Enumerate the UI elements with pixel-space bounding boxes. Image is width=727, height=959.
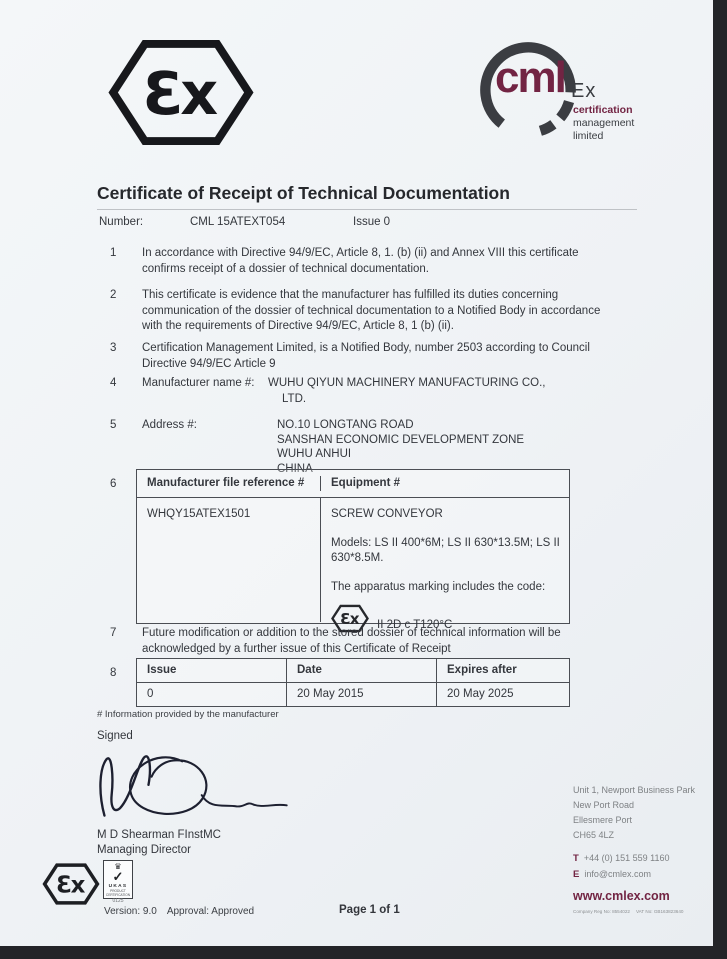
issue-table: [136, 658, 570, 707]
phone-label: T: [573, 853, 579, 864]
manufacturer-footnote: # Information provided by the manufacturer: [97, 709, 279, 720]
email-label: E: [573, 868, 580, 880]
signed-label: Signed: [97, 730, 133, 742]
equipment-models: Models: LS II 400*6M; LS II 630*13.5M; LS II 630*8.5M.: [331, 536, 560, 564]
cml-tagline-management: management: [573, 117, 635, 129]
company-registration-line: [573, 909, 713, 914]
ukas-check-icon: ✓: [112, 869, 124, 884]
column-header-date: Date: [287, 659, 437, 682]
equipment-name: SCREW CONVEYOR: [331, 508, 443, 520]
page-indicator: Page 1 of 1: [339, 904, 400, 916]
ex-mark-text: Ɛx: [56, 872, 85, 899]
ex-mark-text: Ɛx: [142, 58, 215, 128]
title-divider: [97, 209, 637, 210]
equipment-cell: [321, 498, 569, 631]
cml-tagline-certification: certification: [573, 104, 633, 116]
clause-1-text: In accordance with Directive 94/9/EC, Article 8, 1. (b) (ii) and Annex VIII this certificate confirms receipt of a dossier of technical documentation.: [142, 247, 579, 275]
phone-row: [573, 851, 713, 867]
cml-logo-ex: Ex: [571, 80, 597, 102]
ukas-crown-icon: ♛: [114, 862, 122, 871]
version-approval-line: [104, 906, 264, 917]
column-header-expires: Expires after: [447, 663, 517, 676]
address-label: Address #:: [142, 419, 197, 431]
cml-logo-tagline: [573, 104, 634, 143]
clause-7-text: Future modification or addition to the stored dossier of technical information will be acknowledged by a further issue of this Certificate of Receipt: [142, 627, 561, 655]
clause-3-number: 3: [110, 342, 117, 354]
clause-4-number: 4: [110, 377, 117, 389]
issuer-address-line: CH65 4LZ: [573, 830, 615, 840]
signatory-name: M D Shearman FInstMC: [97, 829, 221, 841]
company-reg-number: Company Reg No: 8554022: [573, 909, 630, 914]
issuer-address-line: New Port Road: [573, 800, 635, 810]
column-header-equipment: Equipment #: [331, 476, 401, 489]
issuer-contact-block: [573, 783, 713, 914]
ex-hexagon-icon: [42, 862, 100, 906]
cml-logo-word: cml: [495, 53, 565, 102]
vat-number: VAT No: GB163823640: [635, 909, 684, 914]
ex-hexagon-icon: [106, 36, 256, 149]
issue-table-row: [137, 683, 569, 706]
issue-number: Issue 0: [353, 216, 391, 228]
equipment-table-header: [137, 470, 569, 498]
manufacturer-name-line2: LTD.: [282, 392, 307, 405]
email-row: [573, 867, 713, 883]
issue-value: 0: [137, 683, 287, 706]
expires-value: 20 May 2025: [447, 687, 514, 700]
column-header-file-reference: Manufacturer file reference #: [137, 476, 321, 492]
issue-table-header: [137, 659, 569, 683]
address-line: NO.10 LONGTANG ROAD: [277, 419, 414, 431]
cml-tagline-limited: limited: [573, 130, 604, 142]
ex-mark-text: Ɛx: [340, 610, 359, 629]
signatory-role: Managing Director: [97, 844, 191, 856]
clause-6-number: 6: [110, 478, 117, 490]
file-reference-value: WHQY15ATEX1501: [137, 498, 321, 622]
equipment-table-row: [137, 498, 569, 631]
manufacturer-name-label: Manufacturer name #:: [142, 377, 255, 389]
issuer-address-line: Ellesmere Port: [573, 815, 633, 825]
clause-1-number: 1: [110, 247, 117, 259]
website-url: www.cmlex.com: [573, 889, 670, 903]
address-line: SANSHAN ECONOMIC DEVELOPMENT ZONE: [277, 433, 525, 446]
ukas-number: 0125: [112, 898, 124, 904]
issuer-address-line: Unit 1, Newport Business Park: [573, 785, 696, 795]
certificate-number: CML 15ATEXT054: [190, 216, 286, 228]
email-address: info@cmlex.com: [584, 868, 651, 879]
clause-7-number: 7: [110, 627, 117, 639]
phone-number: +44 (0) 151 559 1160: [583, 853, 670, 863]
approval-text: Approval: Approved: [166, 906, 255, 917]
equipment-table: [136, 469, 570, 631]
issuer-address: [573, 783, 713, 843]
address-line: WUHU ANHUI: [277, 448, 352, 461]
clause-2-text: This certificate is evidence that the manufacturer has fulfilled its duties concerning communication of the dossier of technical documentation to a Notified Body in accordance with the requirements of Directive 94/9/EC, Article 8, 1 (b) (ii).: [142, 289, 601, 332]
clause-2-number: 2: [110, 289, 117, 301]
number-label: Number:: [99, 216, 144, 228]
clause-3-text: Certification Management Limited, is a Notified Body, number 2503 according to Council Directive 94/9/EC Article 9: [142, 342, 590, 370]
column-header-issue: Issue: [137, 659, 287, 682]
ukas-name: UKAS: [108, 884, 128, 889]
certificate-title: Certificate of Receipt of Technical Documentation: [97, 183, 510, 203]
marking-intro: The apparatus marking includes the code:: [331, 580, 546, 593]
address-value: [277, 418, 524, 476]
ukas-subtitle: PRODUCT CERTIFICATION: [105, 889, 131, 897]
version-text: Version: 9.0: [104, 906, 157, 917]
date-value: 20 May 2015: [287, 683, 437, 706]
issuer-contact-lines: [573, 851, 713, 882]
address-line: CHINA: [277, 462, 313, 475]
manufacturer-name-line1: WUHU QIYUN MACHINERY MANUFACTURING CO.,: [268, 377, 546, 389]
clause-8-number: 8: [110, 667, 117, 679]
ukas-accreditation-badge: [103, 860, 133, 899]
marking-code: II 2D c T120°C: [377, 618, 453, 631]
signature-scrawl: [90, 748, 295, 834]
manufacturer-name-value: [268, 376, 603, 407]
clause-5-number: 5: [110, 419, 117, 431]
